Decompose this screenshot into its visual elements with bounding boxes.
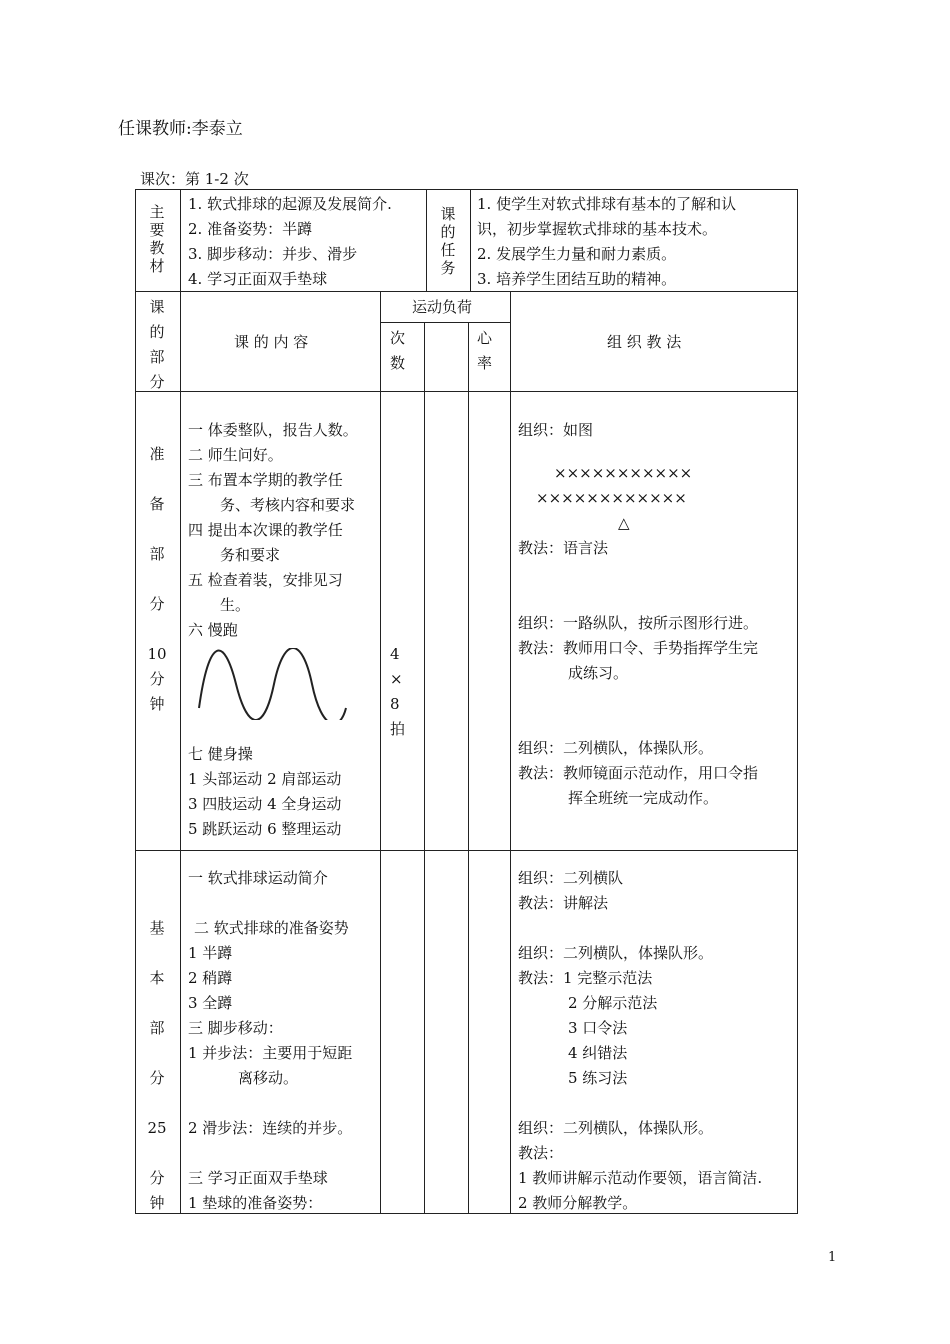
jogging-path-diagram xyxy=(194,648,354,720)
prep-content: 一 体委整队，报告人数。 二 师生问好。 三 布置本学期的教学任 务、考核内容和要求 四 提出本次课的教学任 务和要求 五 检查着装，安排见习 生。 六 慢跑 xyxy=(188,421,358,639)
lesson-number: 课次：第 1-2 次 xyxy=(140,170,249,188)
prep-count: 4 × 8 拍 xyxy=(390,645,406,738)
header-heart-rate: 心 率 xyxy=(477,329,493,372)
header-content: 课 的 内 容 xyxy=(234,333,309,351)
header-count: 次 数 xyxy=(390,329,406,372)
header-part: 课 的 部 分 xyxy=(149,298,165,391)
basic-label: 基 本 部 分 25 分 钟 xyxy=(147,919,167,1212)
basic-content: 一 软式排球运动简介 二 软式排球的准备姿势 1 半蹲 2 稍蹲 3 全蹲 三 脚步移动： 1 并步法：主要用于短距 离移动。 2 滑步法：连续的并步。 三 学习正面双手垫球 1 垫球的准备姿势： xyxy=(188,869,353,1212)
page-number: 1 xyxy=(828,1250,837,1265)
prep-method: 组织：如图 ××××××××××× ×××××××××××× △ 教法：语言法 组织：一路纵队，按所示图形行进。 教法：教师用口令、手势指挥学生完 成练习。 组织：二列横队，体操队形。 教法：教师镜面示范动作，用口令指 挥全班统一完成动作。 xyxy=(518,421,759,807)
teacher-name: 任课教师:李泰立 xyxy=(118,119,243,139)
main-material-list: 1. 软式排球的起源及发展简介. 2. 准备姿势：半蹲 3. 脚步移动：并步、滑步 4. 学习正面双手垫球 xyxy=(188,195,392,288)
task-list: 1. 使学生对软式排球有基本的了解和认 识，初步掌握软式排球的基本技术。 2. 发展学生力量和耐力素质。 3. 培养学生团结互助的精神。 xyxy=(477,195,737,288)
task-label: 课 的 任 务 xyxy=(440,205,456,277)
main-material-label: 主 要 教 材 xyxy=(149,203,165,275)
header-method: 组 织 教 法 xyxy=(607,333,682,351)
prep-content-exercises: 七 健身操 1 头部运动 2 肩部运动 3 四肢运动 4 全身运动 5 跳跃运动 6 整理运动 xyxy=(188,745,342,838)
header-load: 运动负荷 xyxy=(412,298,473,316)
basic-method: 组织：二列横队 教法：讲解法 组织：二列横队，体操队形。 教法：1 完整示范法 2 分解示范法 3 口令法 4 纠错法 5 练习法 组织：二列横队，体操队形。 教法： 1 教师讲解示范动作要领，语言简洁. 2 教师分解教学。 xyxy=(518,869,763,1212)
prep-label: 准 备 部 分 10 分 钟 xyxy=(147,445,167,713)
